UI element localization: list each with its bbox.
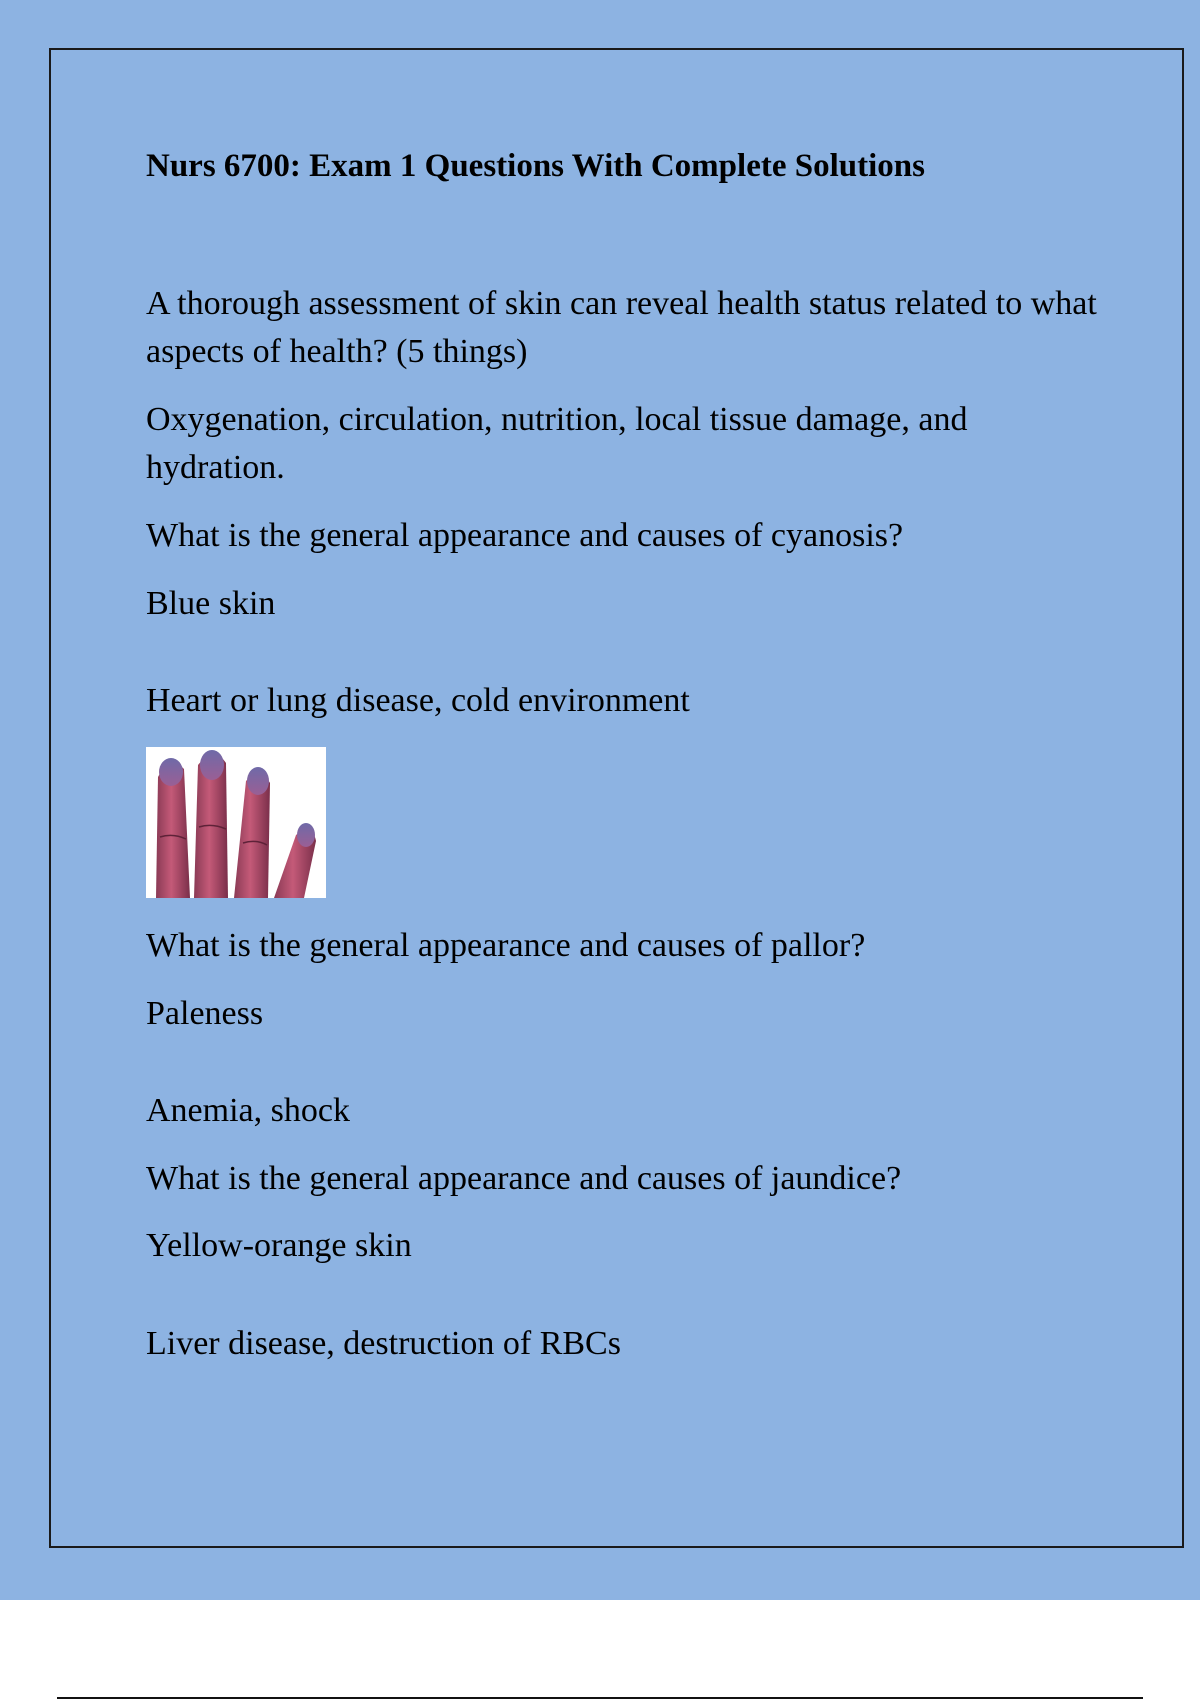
document-title: Nurs 6700: Exam 1 Questions With Complete Solutions — [146, 148, 925, 184]
answer-skin-assessment: Oxygenation, circulation, nutrition, local tissue damage, and hydration. — [146, 401, 968, 486]
question-pallor: What is the general appearance and causes of pallor? — [146, 927, 866, 964]
question-skin-assessment: A thorough assessment of skin can reveal health status related to what aspects of health? (5 things) — [146, 285, 1097, 370]
cyanotic-fingers-image — [146, 747, 326, 898]
answer-jaundice-causes: Liver disease, destruction of RBCs — [146, 1325, 621, 1362]
answer-cyanosis-appearance: Blue skin — [146, 585, 276, 622]
answer-pallor-causes: Anemia, shock — [146, 1092, 350, 1129]
footer-divider — [57, 1697, 1143, 1699]
answer-jaundice-appearance: Yellow-orange skin — [146, 1227, 412, 1264]
answer-cyanosis-causes: Heart or lung disease, cold environment — [146, 682, 690, 719]
answer-pallor-appearance: Paleness — [146, 995, 264, 1032]
question-cyanosis: What is the general appearance and causes of cyanosis? — [146, 517, 904, 554]
question-jaundice: What is the general appearance and causes of jaundice? — [146, 1160, 902, 1197]
